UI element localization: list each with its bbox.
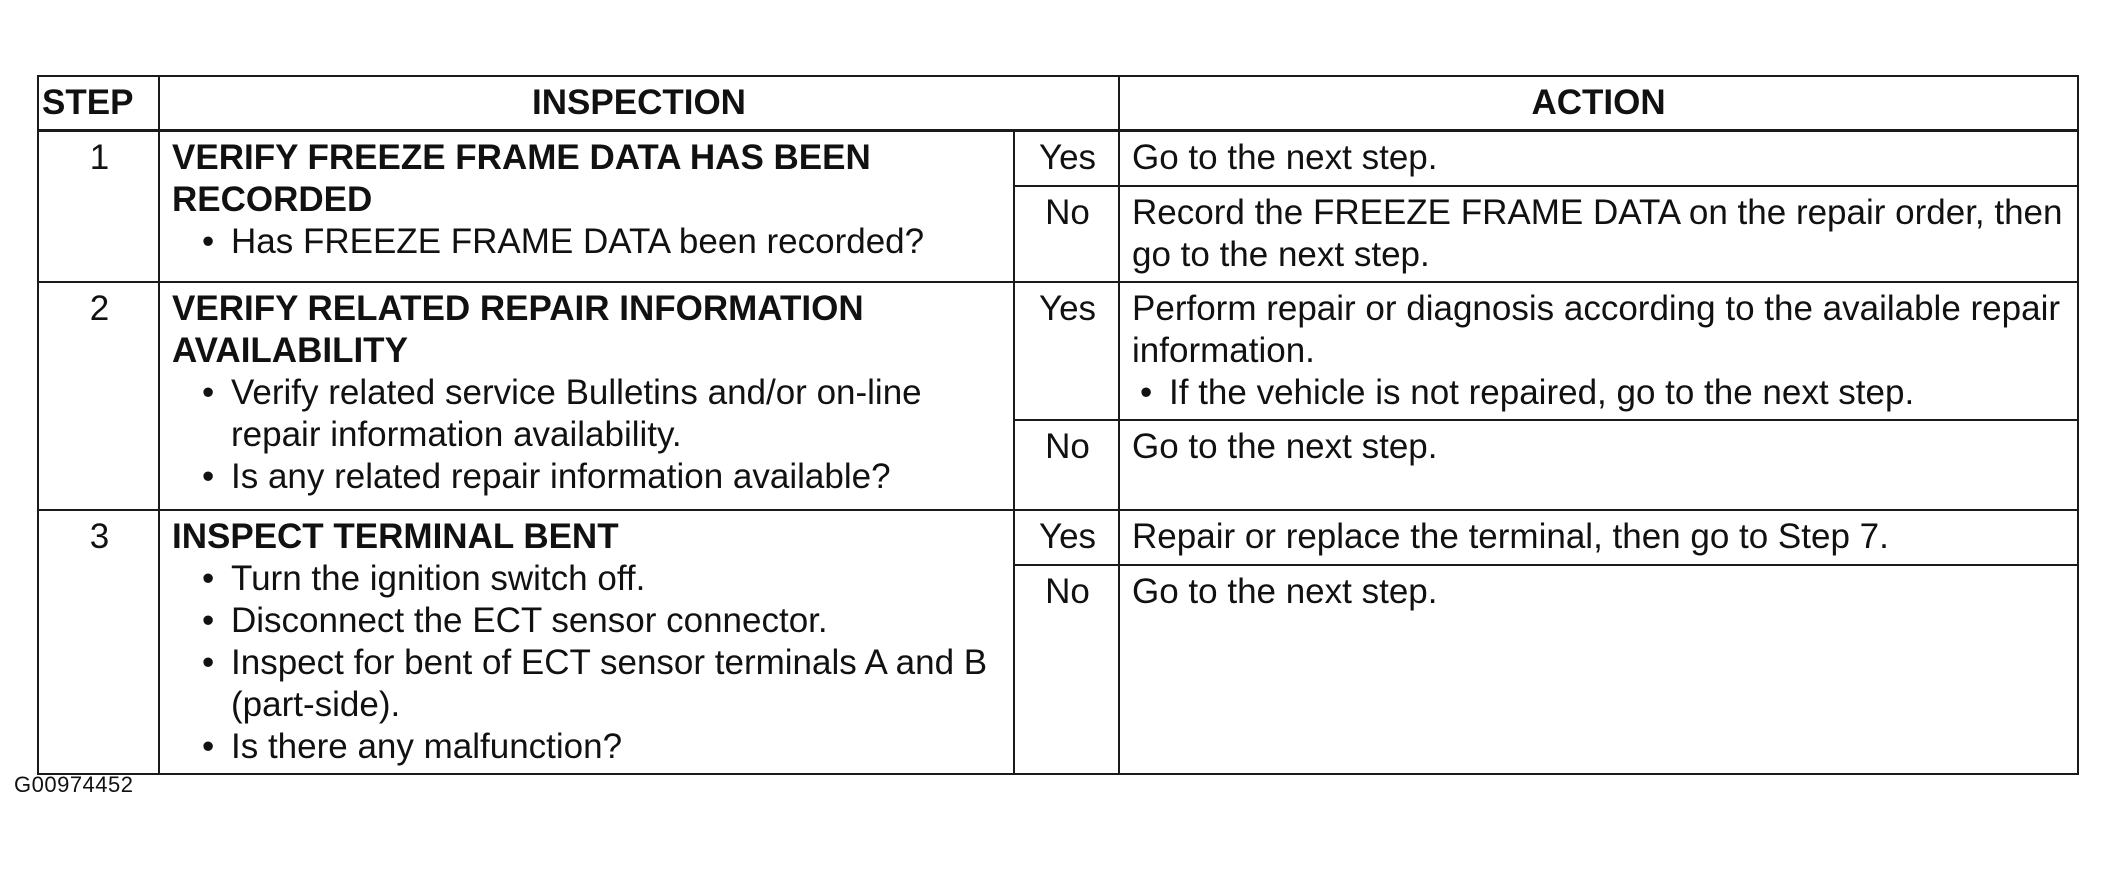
step-number: 2 — [38, 282, 159, 510]
inspection-bullet: • Inspect for bent of ECT sensor terminals A and B (part-side). — [202, 642, 1003, 726]
inspection-bullets — [172, 372, 1003, 498]
inspection-title: VERIFY RELATED REPAIR INFORMATION AVAILABILITY — [172, 289, 864, 370]
inspection-bullet: • Turn the ignition switch off. — [202, 558, 1003, 600]
action-header: ACTION — [1119, 76, 2078, 131]
table-row-step-3-yes — [38, 510, 2078, 565]
yes-action: Perform repair or diagnosis according to the available repair information. — [1132, 289, 2060, 370]
table-header-row — [38, 76, 2078, 131]
step-number: 1 — [38, 131, 159, 283]
yes-label: Yes — [1014, 510, 1119, 565]
yes-label: Yes — [1014, 282, 1119, 420]
yes-action-cell — [1119, 282, 2078, 420]
yes-label: Yes — [1014, 131, 1119, 187]
inspection-bullet: • Has FREEZE FRAME DATA been recorded? — [202, 221, 1003, 263]
no-action: Record the FREEZE FRAME DATA on the repair order, then go to the next step. — [1119, 186, 2078, 282]
inspection-bullet: • Is there any malfunction? — [202, 726, 1003, 768]
inspection-cell — [159, 510, 1014, 774]
no-label: No — [1014, 186, 1119, 282]
inspection-bullets — [172, 221, 1003, 263]
inspection-bullet: • Is any related repair information available? — [202, 456, 1003, 498]
inspection-bullet: • Disconnect the ECT sensor connector. — [202, 600, 1003, 642]
inspection-bullets — [172, 558, 1003, 768]
inspection-bullet: • Verify related service Bulletins and/or on-line repair information availability. — [202, 372, 1003, 456]
no-action: Go to the next step. — [1119, 420, 2078, 510]
inspection-cell — [159, 131, 1014, 283]
step-header: STEP — [38, 76, 159, 131]
inspection-title: INSPECT TERMINAL BENT — [172, 517, 619, 556]
no-action: Go to the next step. — [1119, 565, 2078, 774]
table-row-step-2-yes — [38, 282, 2078, 420]
figure-id: G00974452 — [14, 772, 134, 797]
yes-action-bullets — [1132, 372, 2067, 414]
no-label: No — [1014, 420, 1119, 510]
table-row-step-1-yes — [38, 131, 2078, 187]
inspection-header: INSPECTION — [159, 76, 1119, 131]
yes-action: Go to the next step. — [1119, 131, 2078, 187]
yes-action: Repair or replace the terminal, then go to Step 7. — [1119, 510, 2078, 565]
inspection-cell — [159, 282, 1014, 510]
inspection-title: VERIFY FREEZE FRAME DATA HAS BEEN RECORDED — [172, 138, 871, 219]
step-number: 3 — [38, 510, 159, 774]
diagnostic-table — [37, 75, 2079, 775]
no-label: No — [1014, 565, 1119, 774]
yes-action-bullet: • If the vehicle is not repaired, go to the next step. — [1140, 372, 2067, 414]
